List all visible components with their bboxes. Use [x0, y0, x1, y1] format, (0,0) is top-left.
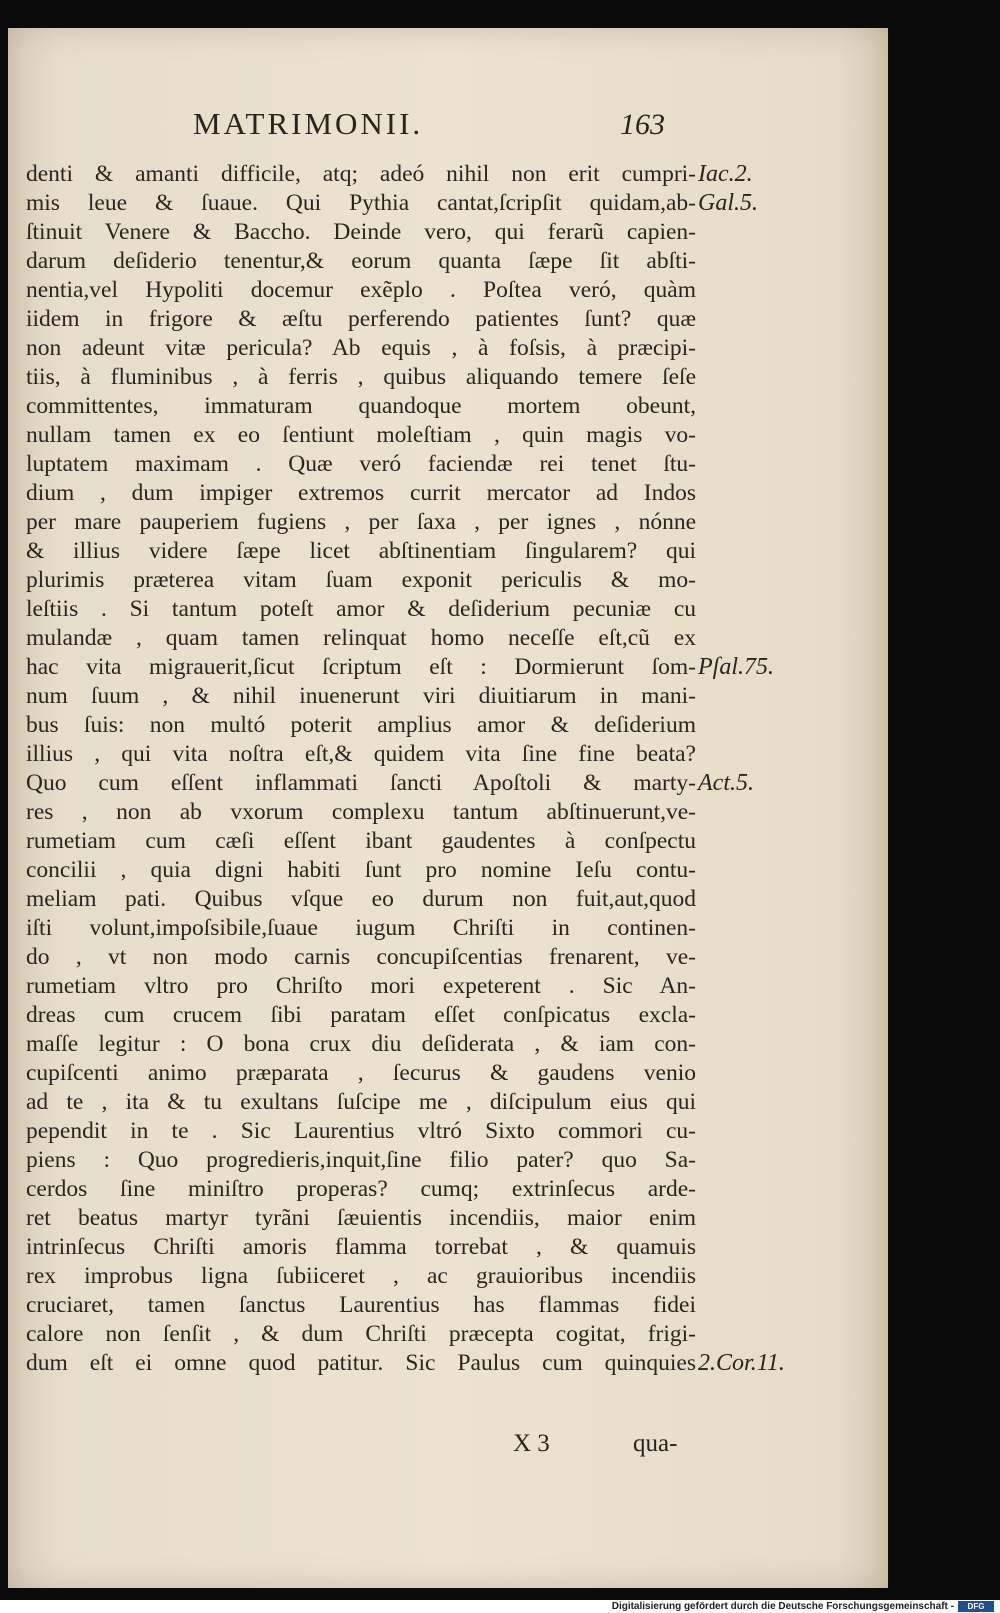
text-line: iſti volunt,impoſsibile,ſuaue iugum Chriſti in continen- — [26, 915, 696, 941]
text-line: ad te , ita & tu exultans ſuſcipe me , diſcipulum eius qui — [26, 1089, 696, 1115]
margin-note: 2.Cor.11. — [698, 1350, 785, 1376]
text-line: non adeunt vitæ pericula? Ab equis , à foſsis, à præcipi- — [26, 335, 696, 361]
margin-note: Iac.2. — [698, 161, 753, 187]
book-page — [8, 28, 888, 1588]
text-line: leſtiis . Si tantum poteſt amor & deſiderium pecuniæ cu — [26, 596, 696, 622]
text-line: maſſe legitur : O bona crux diu deſiderata , & iam con- — [26, 1031, 696, 1057]
running-title: MATRIMONII. — [193, 106, 424, 141]
text-line: nullam tamen ex eo ſentiunt moleſtiam , quin magis vo- — [26, 422, 696, 448]
text-line: hac vita migrauerit,ſicut ſcriptum eſt : Dormierunt ſom- — [26, 654, 696, 680]
text-line: dreas cum crucem ſibi paratam eſſet conſpicatus excla- — [26, 1002, 696, 1028]
text-line: dum eſt ei omne quod patitur. Sic Paulus cum quinquies — [26, 1350, 696, 1376]
text-line: dium , dum impiger extremos currit mercator ad Indos — [26, 480, 696, 506]
text-line: num ſuum , & nihil inuenerunt viri diuitiarum in mani- — [26, 683, 696, 709]
dfg-logo-icon: DFG — [958, 1601, 994, 1612]
text-line: cupiſcenti animo præparata , ſecurus & gaudens venio — [26, 1060, 696, 1086]
digitization-footer — [0, 1600, 1000, 1613]
text-line: mis leue & ſuaue. Qui Pythia cantat,ſcripſit quidam,ab- — [26, 190, 696, 216]
text-line: concilii , quia digni habiti ſunt pro nomine Ieſu contu- — [26, 857, 696, 883]
text-line: Quo cum eſſent inflammati ſancti Apoſtoli & marty- — [26, 770, 696, 796]
text-line: piens : Quo progredieris,inquit,ſine filio pater? quo Sa- — [26, 1147, 696, 1173]
text-line: iidem in frigore & æſtu perferendo patientes ſunt? quæ — [26, 306, 696, 332]
page-number: 163 — [620, 108, 665, 141]
margin-note: Act.5. — [698, 770, 754, 796]
text-line: rumetiam cum cæſi eſſent ibant gaudentes à conſpectu — [26, 828, 696, 854]
text-line: meliam pati. Quibus vſque eo durum non fuit,aut,quod — [26, 886, 696, 912]
funding-note: Digitalisierung gefördert durch die Deutsche Forschungsgemeinschaft - — [611, 1601, 954, 1612]
text-line: rumetiam vltro pro Chriſto mori expeterent . Sic An- — [26, 973, 696, 999]
page-footer — [8, 1430, 888, 1466]
catchword: qua- — [633, 1430, 678, 1457]
margin-note: Gal.5. — [698, 190, 758, 216]
text-line: denti & amanti difficile, atq; adeó nihil non erit cumpri- — [26, 161, 696, 187]
text-line: calore non ſenſit , & dum Chriſti præcepta cogitat, frigi- — [26, 1321, 696, 1347]
text-line: mulandæ , quam tamen relinquat homo neceſſe eſt,cũ ex — [26, 625, 696, 651]
text-line: nentia,vel Hypoliti docemur exẽplo . Poſtea veró, quàm — [26, 277, 696, 303]
signature-mark: X 3 — [513, 1430, 550, 1457]
text-line: plurimis præterea vitam ſuam exponit periculis & mo- — [26, 567, 696, 593]
text-line: cerdos ſine miniſtro properas? cumq; extrinſecus arde- — [26, 1176, 696, 1202]
text-line: pependit in te . Sic Laurentius vltró Sixto commori cu- — [26, 1118, 696, 1144]
text-line: rex improbus ligna ſubiiceret , ac grauioribus incendiis — [26, 1263, 696, 1289]
text-line: cruciaret, tamen ſanctus Laurentius has flammas fidei — [26, 1292, 696, 1318]
page-header — [8, 106, 888, 146]
text-line: intrinſecus Chriſti amoris flamma torrebat , & quamuis — [26, 1234, 696, 1260]
text-line: per mare pauperiem fugiens , per ſaxa , per ignes , nónne — [26, 509, 696, 535]
text-line: bus ſuis: non multó poterit amplius amor & deſiderium — [26, 712, 696, 738]
text-line: res , non ab vxorum complexu tantum abſtinuerunt,ve- — [26, 799, 696, 825]
text-line: ret beatus martyr tyrãni ſæuientis incendiis, maior enim — [26, 1205, 696, 1231]
text-line: committentes, immaturam quandoque mortem obeunt, — [26, 393, 696, 419]
text-line: luptatem maximam . Quæ veró faciendæ rei tenet ſtu- — [26, 451, 696, 477]
body-text — [26, 160, 696, 1378]
text-line: tiis, à fluminibus , à ferris , quibus aliquando temere ſeſe — [26, 364, 696, 390]
text-line: ſtinuit Venere & Baccho. Deinde vero, qui ferarũ capien- — [26, 219, 696, 245]
margin-note: Pſal.75. — [698, 654, 774, 680]
text-line: darum deſiderio tenentur,& eorum quanta ſæpe ſit abſti- — [26, 248, 696, 274]
text-line: & illius videre ſæpe licet abſtinentiam ſingularem? qui — [26, 538, 696, 564]
text-line: do , vt non modo carnis concupiſcentias frenarent, ve- — [26, 944, 696, 970]
text-line: illius , qui vita noſtra eſt,& quidem vita ſine fine beata? — [26, 741, 696, 767]
